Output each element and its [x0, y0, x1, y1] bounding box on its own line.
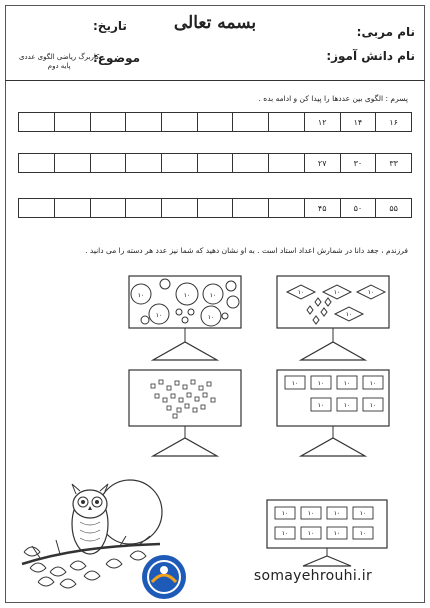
blank-cell[interactable] [269, 154, 305, 173]
tile-label: ۱۰ [333, 530, 341, 537]
tens-boxes-group-figure [273, 366, 398, 462]
tile-label: ۱۰ [291, 380, 299, 387]
diamond-label: ۱۰ [297, 289, 305, 296]
number-pattern-row-3 [18, 198, 412, 218]
section2-instruction: فرزندم ، جغد دانا در شمارش اعداد استاد است . به او نشان دهید که شما نیز عدد هر دسته را می دانید . [85, 246, 408, 255]
subject-label: موضوع: [93, 51, 141, 65]
cell: ۱۲ [304, 113, 340, 132]
tile-label: ۱۰ [281, 510, 289, 517]
blank-cell[interactable] [197, 113, 233, 132]
blank-cell[interactable] [197, 154, 233, 173]
blank-cell[interactable] [233, 154, 269, 173]
blank-cell[interactable] [233, 113, 269, 132]
tens-boxes-group-figure-2 [263, 496, 393, 568]
blank-cell[interactable] [90, 113, 126, 132]
cell: ۱۶ [376, 113, 412, 132]
tile-label: ۱۰ [307, 530, 315, 537]
blank-cell[interactable] [126, 154, 162, 173]
moon-shape [98, 480, 162, 544]
site-logo [138, 552, 190, 602]
blank-cell[interactable] [54, 113, 90, 132]
number-pattern-row-1 [18, 112, 412, 132]
subject-text [19, 53, 99, 71]
cell: ۱۴ [340, 113, 376, 132]
tile-label: ۱۰ [343, 402, 351, 409]
number-pattern-row-2 [18, 153, 412, 173]
date-label: تاریخ: [93, 19, 127, 33]
worksheet-header [5, 5, 425, 81]
blank-cell[interactable] [126, 113, 162, 132]
diamond-label: ۱۰ [345, 311, 353, 318]
blank-cell[interactable] [161, 154, 197, 173]
blank-cell[interactable] [54, 154, 90, 173]
blank-cell[interactable] [161, 199, 197, 218]
tile-label: ۱۰ [359, 510, 367, 517]
subject-line-1: کاربرگ ریاضی الگوی عددی [19, 53, 100, 61]
blank-cell[interactable] [126, 199, 162, 218]
tile-label: ۱۰ [369, 402, 377, 409]
blank-cell[interactable] [197, 199, 233, 218]
cell: ۴۵ [304, 199, 340, 218]
diamond-label: ۱۰ [333, 289, 341, 296]
cell: ۵۵ [376, 199, 412, 218]
tile-label: ۱۰ [333, 510, 341, 517]
blank-cell[interactable] [269, 113, 305, 132]
circle-label: ۱۰ [183, 292, 191, 299]
tile-label: ۱۰ [343, 380, 351, 387]
blank-cell[interactable] [90, 199, 126, 218]
blank-cell[interactable] [54, 199, 90, 218]
tile-label: ۱۰ [307, 510, 315, 517]
circle-label: ۱۰ [155, 312, 163, 319]
section1-instruction: پسرم : الگوی بین عددها را پیدا کن و ادامه بده . [258, 94, 408, 103]
student-name-label: نام دانش آموز: [326, 49, 415, 63]
blank-cell[interactable] [161, 113, 197, 132]
tile-label: ۱۰ [369, 380, 377, 387]
subject-line-2: پایه دوم [47, 62, 71, 70]
website-watermark: somayehrouhi.ir [253, 568, 372, 584]
blank-cell[interactable] [19, 154, 55, 173]
blank-cell[interactable] [19, 113, 55, 132]
cell: ۳۰ [340, 154, 376, 173]
tile-label: ۱۰ [317, 402, 325, 409]
blank-cell[interactable] [90, 154, 126, 173]
circle-label: ۱۰ [209, 292, 217, 299]
circle-label: ۱۰ [207, 314, 215, 321]
tile-label: ۱۰ [281, 530, 289, 537]
blank-cell[interactable] [269, 199, 305, 218]
blank-cell[interactable] [19, 199, 55, 218]
cell: ۳۳ [376, 154, 412, 173]
tile-label: ۱۰ [359, 530, 367, 537]
circles-group-figure [125, 272, 250, 368]
circle-label: ۱۰ [137, 292, 145, 299]
teacher-name-label: نام مربی: [356, 25, 415, 39]
tile-label: ۱۰ [317, 380, 325, 387]
cell: ۲۷ [304, 154, 340, 173]
cell: ۵۰ [340, 199, 376, 218]
diamonds-group-figure [273, 272, 398, 368]
blank-cell[interactable] [233, 199, 269, 218]
diamond-label: ۱۰ [367, 289, 375, 296]
small-squares-group-figure [125, 366, 250, 462]
page-title: بسمه تعالی [173, 13, 257, 33]
